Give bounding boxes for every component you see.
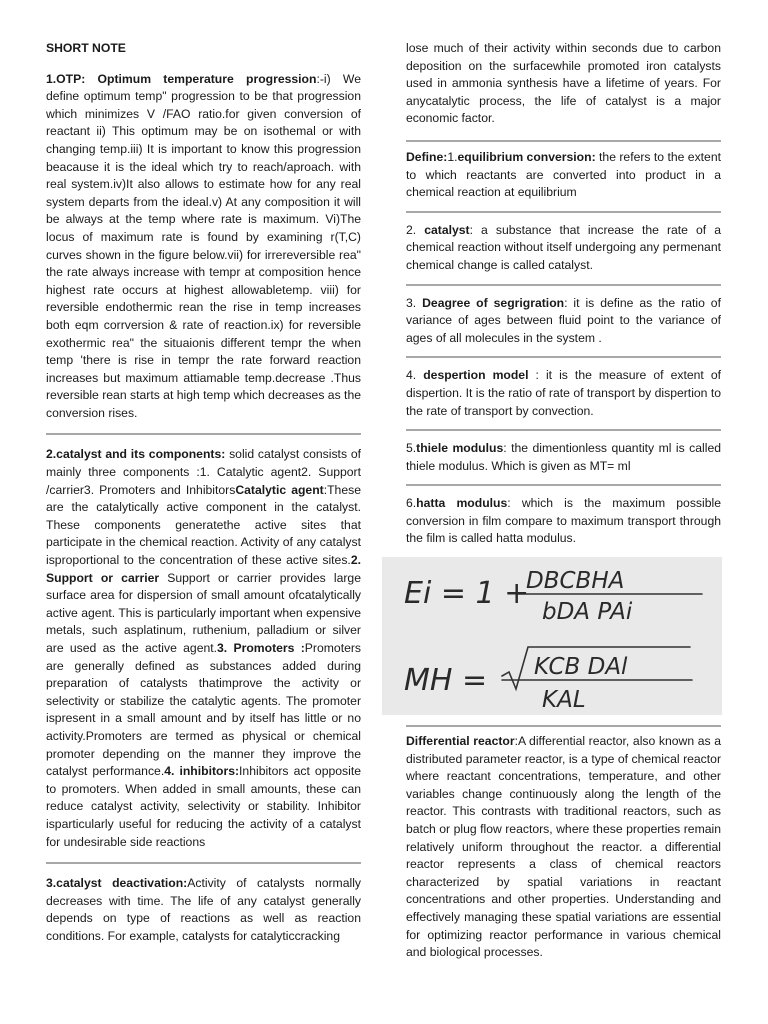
definition-body: : which is the maximum possible conversion in film compare to maximum transport through the film is called hatta modulus. [406, 496, 721, 546]
definition-term: hatta modulus [416, 496, 508, 511]
divider [406, 140, 721, 142]
catalyst-components-intro: solid catalyst consists of mainly three components :1. Catalytic agent2. Support /carrier3. Promoters and Inhibitors [46, 447, 361, 497]
definition-thiele-modulus [406, 440, 721, 475]
promoters-heading: 3. Promoters : [217, 641, 305, 655]
definition-hatta-modulus [406, 495, 721, 548]
section-catalyst-components [46, 446, 361, 851]
catalytic-agent-body: :These are the catalytically active component in the catalyst. These components generatethe active sites that participate in the chemical reaction. Activity of any catalyst isproportional to the concentration of these active sites. [46, 482, 361, 568]
handwritten-formula-drawing [382, 557, 722, 715]
section-catalyst-deactivation [46, 875, 361, 945]
definition-term: Deagree of segrigration [422, 295, 565, 310]
divider [406, 284, 721, 286]
divider [406, 211, 721, 213]
catalyst-components-heading: 2.catalyst and its components: [46, 447, 226, 462]
page-title: SHORT NOTE [46, 41, 126, 55]
divider [46, 433, 361, 435]
definition-term: catalyst [424, 222, 470, 237]
formula2-numerator: KCB DAl [534, 654, 628, 681]
definition-number: 2. [406, 222, 425, 237]
definition-term: thiele modulus [416, 441, 504, 456]
divider [406, 725, 721, 727]
inhibitors-heading: 4. inhibitors: [164, 764, 240, 779]
definition-number: 1. [447, 149, 458, 164]
right-column [406, 40, 721, 962]
catalyst-deactivation-body: Activity of catalysts normally decreases with time. The life of any catalyst generally depends on type of reactions as well as reaction conditions. For example, catalysts for catalyticcracking [46, 876, 361, 943]
definition-term: despertion model [423, 368, 529, 383]
divider [46, 862, 361, 864]
handwritten-formula-image [382, 557, 722, 715]
formula2-denominator: KAL [542, 687, 586, 714]
definition-equilibrium-conversion [406, 149, 721, 202]
formula1-numerator: DBCBHA [526, 568, 625, 595]
definition-number: 5. [406, 441, 417, 456]
definition-term: equilibrium conversion: [457, 149, 596, 164]
definition-number: 3. [406, 295, 423, 310]
definition-body: : a substance that increase the rate of a chemical reaction without itself undergoing any permenant chemical change is called catalyst. [406, 222, 721, 272]
definition-segregation [406, 295, 721, 348]
inhibitors-body: Inhibitors act opposite to promoters. When added in small amounts, these can reduce catalyst activity, selectivity or stability. Inhibitor isparticularly useful for reducing the activity of a catalyst for undesirable side reactions [46, 764, 362, 849]
divider [406, 356, 721, 358]
definition-dispersion-model [406, 367, 721, 420]
promoters-body: Promoters are generally defined as substances added during preparation of catalysts thatimprove the activity or selectivity or stabilize the catalytic agents. The promoter ispresent in a small amount and by itself has little or no activity.Promoters are termed as physical or chemical promoter depending on the manner they improve the catalyst performance. [46, 641, 362, 779]
formula1-lhs: Ei = 1 + [404, 576, 530, 612]
formula1-denominator: bDA PAi [542, 599, 633, 626]
section-otp-heading: 1.OTP: Optimum temperature progression [46, 71, 317, 86]
differential-reactor-body: :A differential reactor, also known as a distributed parameter reactor, is a type of chemical reactor where reactant concentrations, temperature, and other variables change continuously along the length of the reactor. This contrasts with traditional reactors, such as batch or plug flow reactors, where these properties remain relatively uniform throughout the reactor. a differential reactor represents a class of chemical reactors characterized by spatial variations in reactant concentrations and other properties. Understanding and effectively managing these spatial variations are essential for optimizing reactor performance in various chemical and biological processes. [406, 734, 721, 960]
support-heading: 2. Support or carrier [46, 553, 361, 585]
definition-body: : the dimentionless quantity ml is called thiele modulus. Which is given as MT= ml [406, 441, 722, 473]
deactivation-continued: lose much of their activity within seconds due to carbon deposition on the surfacewhile promoted iron catalysts used in ammonia synthesis have a lifetime of years. For anycatalytic process, the life of catalyst is a major economic factor. [406, 41, 721, 126]
definition-body: : it is define as the ratio of variance of ages between fluid point to the variance of ages of all molecules in the system . [406, 295, 721, 345]
catalyst-deactivation-heading: 3.catalyst deactivation: [46, 876, 188, 891]
divider [406, 429, 721, 431]
definition-body: the refers to the extent to which reactants are converted into product in a chemical reaction at equilibrium [406, 149, 721, 200]
definition-body: : it is the measure of extent of dispertion. It is the ratio of rate of transport by dispertion to the rate of transport by convection. [406, 368, 722, 418]
divider [406, 484, 721, 486]
differential-reactor [406, 733, 721, 962]
definition-catalyst [406, 222, 721, 275]
definition-number: 6. [406, 496, 417, 511]
define-heading: Define: [406, 149, 448, 164]
differential-reactor-heading: Differential reactor [406, 734, 515, 749]
formula2-lhs: MH = [404, 663, 488, 699]
support-body: Support or carrier provides large surface area for dispersion of small amount ofcatalytically active agent. This is particularly important when expensive metals, such asplatinum, ruthenium, palladium or silver are used as the active agent. [46, 570, 361, 655]
definition-number: 4. [406, 368, 424, 383]
left-column [46, 40, 361, 946]
section-otp [46, 71, 361, 423]
section-otp-body: :-i) We define optimum temp" progression to be that progression which minimizes V /FAO ratio.for given conversion of reactant ii) This optimum may be on isothemal or with changing temp.iii) It is important to know this progression beacause it is the ideal which try to reach/aproach. with real system.iv)It also allows to estimate how for any real system departs from the ideal.v) At any composition it will be always at the temp where rate is maximum. Vi)The locus of maximum rate is found by examining r(T,C) curves shown in the figure below.vii) for irrereversible rea" the rate always increase with tempr at composition hence highest rate occurs at highest allowabletemp. viii) for reversible endothermic rean the rise in temp increases both eqm corrversion & rate of reaction.ix) for reversible exothermic rea" the situaionis different tempr the when temp 'there is rise in tempr the rate forward reaction increases but maximum attiamable temp.decrease .Thus reversible rean starts at high temp which decreases as the conversion rises. [46, 71, 362, 420]
catalytic-agent-heading: Catalytic agent [235, 482, 324, 497]
